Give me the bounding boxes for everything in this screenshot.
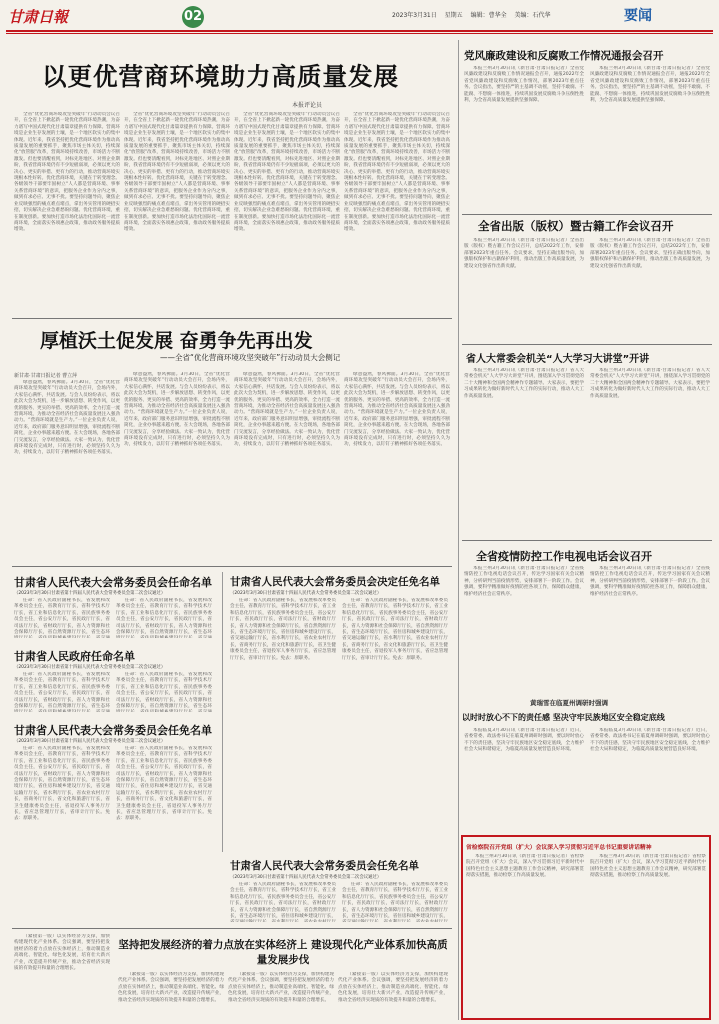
appointment-column bbox=[14, 598, 110, 638]
appointment-headline-1: 甘肃省人民代表大会常务委员会任命名单 bbox=[14, 576, 212, 589]
lead-byline: 本报评论员 bbox=[292, 102, 323, 109]
news3-text: 本报兰州3月30日讯（新甘肃·甘肃日报记者）省人大常委会机关“人大学习大讲堂”开讲，围绕深入学习贯彻党的二十大精神和全国两会精神作专题辅导。大家表示，要把学习成果转化为做好新时代人大工作的实际行动，推动人大工作高质量发展。 bbox=[464, 368, 584, 399]
appointment-text: 任命：省人民政府副秘书长，省发展和改革委员会主任，省教育厅厅长，省科学技术厅厅长，省工业和信息化厅厅长，省民族事务委员会主任，省公安厅厅长，省民政厅厅长，省司法厅厅长，省财政厅厅长，省人力资源和社会保障厅厅长，省自然资源厅厅长，省生态环 bbox=[116, 672, 212, 710]
news6-headline: 省检察院召开党组（扩大）会议深入学习贯彻习近平总书记重要讲话精神 bbox=[466, 845, 652, 851]
appointment-headline-5: 甘肃省人民代表大会常务委员会任免名单 bbox=[230, 860, 419, 872]
news3-text: 本报兰州3月30日讯（新甘肃·甘肃日报记者）省人大常委会机关“人大学习大讲堂”开讲，围绕深入学习贯彻党的二十大精神和全国两会精神作专题辅导。大家表示，要把学习成果转化为做好新时代人大工作的实际行动，推动人大工作高质量发展。 bbox=[590, 368, 710, 399]
news2-headline: 全省出版（版权）暨古籍工作会议召开 bbox=[478, 219, 674, 233]
appointment-headline-4: 甘肃省人民代表大会常务委员会决定任免名单 bbox=[230, 576, 440, 588]
lead-text: 全省“优化营商环境攻坚突破年”行动动员会议召开，在全省上下掀起新一轮优化营商环境热潮，为奋力谱写中国式现代化甘肃篇章提供有力保障。营商环境是企业生存发展的土壤，是一个地区软实力的集中体现。近年来，我省坚持把优化营商环境作为推动高质量发展的重要抓手，聚焦市场主体关切，持续深化“放管服”改革，营商环境持续改善，市场活力不断激发。但也要清醒看到，对标先进地区、对照企业期盼，我省营商环境仍有不少短板弱项，必须以更大的决心、更实的举措、更有力的行动，推动营商环境实现根本性好转。优化营商环境，关键在于转变理念。各级领导干部要牢固树立“人人都是营商环境、事事关系营商环境”的意识，把服务企业作为分内之事，做到有求必应、无事不扰。要坚持问题导向，聚焦企业反映强烈的痛点难点堵点，拿出务实管用的硬招实招，切实解决企业急难愁盼问题。优化营商环境，重在制度创新。要加快打造市场化法治化国际化一流营商环境，全面落实各项惠企政策，推动政务服务提质增效。 bbox=[14, 112, 120, 233]
second-column-3 bbox=[234, 372, 340, 560]
news6-text: 本报兰州3月30日讯（新甘肃·甘肃日报记者）省检察院召开党组（扩大）会议，深入学习贯彻习近平新时代中国特色社会主义思想主题教育工作会议精神，研究部署贯彻落实措施，推动检察工作高质量发展。 bbox=[466, 854, 584, 879]
second-byline: 新甘肃·甘肃日报记者 曹立萍 bbox=[14, 373, 78, 379]
appointment-text: 任命：省人民政府副秘书长，省发展和改革委员会主任，省教育厅厅长，省科学技术厅厅长，省工业和信息化厅厅长，省民族事务委员会主任，省公安厅厅长，省民政厅厅长，省司法厅厅长，省财政厅厅长，省人力资源和社会保障厅厅长，省自然资源厅厅长，省生态环境厅厅长，省住房和城乡建设厅厅长，省交通运输厅厅长，省水利厅厅长，省农业农村厅厅长，省商务厅厅长，省文化和旅游厅厅长，省卫生健康委员会主任，省退役军人事务厅厅长，省应急管理厅厅长，省审计厅厅长。免去：原职务。 bbox=[342, 598, 448, 661]
divider bbox=[12, 928, 452, 929]
news5-text: 本报临夏3月30日讯（新甘肃·甘肃日报记者）近日，省委常委、政法委书记在临夏州调研时强调，要以时时放心不下的责任感，坚决守牢民族地区安全稳定底线，全力维护社会大局和谐稳定，为临夏高质量发展营造良好环境。 bbox=[464, 728, 584, 753]
second-text: 绿意盎然，春风拂面。3月30日，全省“优化营商环境攻坚突破年”行动动员大会召开，会场内外，大家信心满怀，共话发展。与会人员纷纷表示，将以此次大会为契机，进一步解放思想、转变作风，以更优的服务、更实的举措、更高的效率，全力打造一流营商环境，为推动全省经济社会高质量发展注入强劲动力。“营商环境就是生产力。”一位企业负责人说，近年来，政府部门服务意识明显增强，审批流程不断简化，企业办事越来越方便。在大会现场，各地各部门交流发言，分享经验做法。大家一致认为，优化营商环境没有完成时，只有进行时，必须坚持久久为功，持续发力，以钉钉子精神抓好各项任务落实。 bbox=[124, 372, 230, 448]
news3-headline: 省人大常委会机关“人大学习大讲堂”开讲 bbox=[466, 354, 650, 365]
bottom-text: （紧接第一版）以实体经济为支撑，加快构建现代化产业体系。会议强调，要坚持把发展经济的着力点放在实体经济上，推动制造业高端化、智能化、绿色化发展，培育壮大新兴产业，改造提升传统产业，推动全省经济实现质的有效提升和量的合理增长。 bbox=[338, 972, 448, 1003]
appointment-note-1: （2023年3月30日甘肃省第十四届人民代表大会常务委员会第二次会议通过） bbox=[14, 591, 166, 596]
appointment-text: 任命：省人民政府副秘书长，省发展和改革委员会主任，省教育厅厅长，省科学技术厅厅长，省工业和信息化厅厅长，省民族事务委员会主任，省公安厅厅长，省民政厅厅长，省司法厅厅长，省财政厅厅长，省人力资源和社会保障厅厅长，省自然资源厅厅长，省生态环 bbox=[14, 598, 110, 636]
bottom-side-text: （紧接第一版）以实体经济为支撑，加快构建现代化产业体系。会议强调，要坚持把发展经济的着力点放在实体经济上，推动制造业高端化、智能化、绿色化发展，培育壮大新兴产业，改造提升传统产业，推动全省经济实现质的有效提升和量的合理增长。 bbox=[14, 934, 110, 972]
second-text: 绿意盎然，春风拂面。3月30日，全省“优化营商环境攻坚突破年”行动动员大会召开，会场内外，大家信心满怀，共话发展。与会人员纷纷表示，将以此次大会为契机，进一步解放思想、转变作风，以更优的服务、更实的举措、更高的效率，全力打造一流营商环境，为推动全省经济社会高质量发展注入强劲动力。“营商环境就是生产力。”一位企业负责人说，近年来，政府部门服务意识明显增强，审批流程不断简化，企业办事越来越方便。在大会现场，各地各部门交流发言，分享经验做法。大家一致认为，优化营商环境没有完成时，只有进行时，必须坚持久久为功，持续发力，以钉钉子精神抓好各项任务落实。 bbox=[234, 372, 340, 448]
appointment-note-4: （2023年3月30日甘肃省第十四届人民代表大会常务委员会第二次会议通过） bbox=[230, 591, 382, 596]
header-info bbox=[392, 10, 557, 19]
news1-headline: 党风廉政建设和反腐败工作情况通报会召开 bbox=[464, 50, 664, 62]
lead-text: 全省“优化营商环境攻坚突破年”行动动员会议召开，在全省上下掀起新一轮优化营商环境热潮，为奋力谱写中国式现代化甘肃篇章提供有力保障。营商环境是企业生存发展的土壤，是一个地区软实力的集中体现。近年来，我省坚持把优化营商环境作为推动高质量发展的重要抓手，聚焦市场主体关切，持续深化“放管服”改革，营商环境持续改善，市场活力不断激发。但也要清醒看到，对标先进地区、对照企业期盼，我省营商环境仍有不少短板弱项，必须以更大的决心、更实的举措、更有力的行动，推动营商环境实现根本性好转。优化营商环境，关键在于转变理念。各级领导干部要牢固树立“人人都是营商环境、事事关系营商环境”的意识，把服务企业作为分内之事，做到有求必应、无事不扰。要坚持问题导向，聚焦企业反映强烈的痛点难点堵点，拿出务实管用的硬招实招，切实解决企业急难愁盼问题。优化营商环境，重在制度创新。要加快打造市场化法治化国际化一流营商环境，全面落实各项惠企政策，推动政务服务提质增效。 bbox=[344, 112, 450, 233]
appointment-column bbox=[230, 598, 336, 850]
news4-text: 本报兰州3月30日讯（新甘肃·甘肃日报记者）全省疫情防控工作电视电话会议召开，传达学习国家有关会议精神，分析研判当前疫情形势，安排部署下一阶段工作。会议强调，要科学精准做好疫情防控各项工作，保障群众健康，维护经济社会正常秩序。 bbox=[464, 566, 584, 597]
news5-column bbox=[590, 728, 710, 830]
appointment-text: 任命：省人民政府副秘书长，省发展和改革委员会主任，省教育厅厅长，省科学技术厅厅长，省工业和信息化厅厅长，省民族事务委员会主任，省公安厅厅长，省民政厅厅长，省司法厅厅长，省财政厅厅长，省人力资源和社会保障厅厅长，省自然资源厅厅长，省生态环境厅厅长，省住房和城乡建设厅厅长，省交通运输厅厅长，省水利厅厅长，省农业农村厅厅长，省商务厅厅长，省文化和旅游厅厅长，省卫生健康委员会主任，省退役军人事务厅厅长，省应急管理厅厅长，省审计厅厅长。免去：原职务。 bbox=[14, 746, 110, 822]
page-number-badge: 02 bbox=[182, 6, 204, 28]
lead-text: 全省“优化营商环境攻坚突破年”行动动员会议召开，在全省上下掀起新一轮优化营商环境热潮，为奋力谱写中国式现代化甘肃篇章提供有力保障。营商环境是企业生存发展的土壤，是一个地区软实力的集中体现。近年来，我省坚持把优化营商环境作为推动高质量发展的重要抓手，聚焦市场主体关切，持续深化“放管服”改革，营商环境持续改善，市场活力不断激发。但也要清醒看到，对标先进地区、对照企业期盼，我省营商环境仍有不少短板弱项，必须以更大的决心、更实的举措、更有力的行动，推动营商环境实现根本性好转。优化营商环境，关键在于转变理念。各级领导干部要牢固树立“人人都是营商环境、事事关系营商环境”的意识，把服务企业作为分内之事，做到有求必应、无事不扰。要坚持问题导向，聚焦企业反映强烈的痛点难点堵点，拿出务实管用的硬招实招，切实解决企业急难愁盼问题。优化营商环境，重在制度创新。要加快打造市场化法治化国际化一流营商环境，全面落实各项惠企政策，推动政务服务提质增效。 bbox=[234, 112, 340, 233]
designer-credit: 美编：石代华 bbox=[514, 12, 551, 19]
lead-column-2 bbox=[124, 112, 230, 312]
appointment-note-3: （2023年3月30日甘肃省第十四届人民代表大会常务委员会第二次会议通过） bbox=[14, 739, 166, 744]
appointment-column bbox=[230, 882, 336, 922]
bottom-column bbox=[338, 972, 448, 1020]
issue-weekday: 星期五 bbox=[444, 12, 463, 19]
issue-date: 2023年3月31日 bbox=[392, 12, 437, 19]
masthead-logo: 甘肃日報 bbox=[8, 8, 69, 26]
news2-text: 本报兰州3月30日讯（新甘肃·甘肃日报记者）全省出版（版权）暨古籍工作会议召开，总结2022年工作，安排部署2023年重点任务。会议要求，坚持正确出版导向，加强版权保护和古籍保护利用，推动出版工作高质量发展，为建设文化强省作出新贡献。 bbox=[590, 238, 710, 269]
second-column-1 bbox=[14, 380, 120, 560]
appointment-column bbox=[116, 746, 212, 850]
second-column-2 bbox=[124, 372, 230, 560]
news6-text: 本报兰州3月30日讯（新甘肃·甘肃日报记者）省检察院召开党组（扩大）会议，深入学习贯彻习近平新时代中国特色社会主义思想主题教育工作会议精神，研究部署贯彻落实措施，推动检察工作高质量发展。 bbox=[590, 854, 706, 879]
bottom-column bbox=[228, 972, 334, 1020]
divider bbox=[458, 40, 459, 1020]
news1-column bbox=[590, 66, 710, 210]
news5-headline: 以时时放心不下的责任感 坚决守牢民族地区安全稳定底线 bbox=[462, 713, 665, 722]
second-headline: 厚植沃土促发展 奋勇争先再出发 bbox=[40, 330, 313, 352]
news4-text: 本报兰州3月30日讯（新甘肃·甘肃日报记者）全省疫情防控工作电视电话会议召开，传达学习国家有关会议精神，分析研判当前疫情形势，安排部署下一阶段工作。会议强调，要科学精准做好疫情防控各项工作，保障群众健康，维护经济社会正常秩序。 bbox=[590, 566, 710, 597]
news6-column bbox=[466, 854, 584, 1014]
news5-text: 本报临夏3月30日讯（新甘肃·甘肃日报记者）近日，省委常委、政法委书记在临夏州调研时强调，要以时时放心不下的责任感，坚决守牢民族地区安全稳定底线，全力维护社会大局和谐稳定，为临夏高质量发展营造良好环境。 bbox=[590, 728, 710, 753]
appointment-text: 任命：省人民政府副秘书长，省发展和改革委员会主任，省教育厅厅长，省科学技术厅厅长，省工业和信息化厅厅长，省民族事务委员会主任，省公安厅厅长，省民政厅厅长，省司法厅厅长，省财政厅厅长，省人力资源和社会保障厅厅长，省自然资源厅厅长，省生态环境厅厅长，省住房和城乡建设厅厅长， bbox=[342, 882, 448, 920]
news1-column bbox=[464, 66, 584, 210]
appointment-note-5: （2023年3月30日甘肃省第十四届人民代表大会常务委员会第二次会议通过） bbox=[230, 875, 382, 880]
appointment-headline-3: 甘肃省人民代表大会常务委员会任免名单 bbox=[14, 724, 212, 737]
divider bbox=[12, 318, 452, 319]
news2-column bbox=[590, 238, 710, 340]
lead-headline: 以更优营商环境助力高质量发展 bbox=[42, 62, 399, 91]
appointment-text: 任命：省人民政府副秘书长，省发展和改革委员会主任，省教育厅厅长，省科学技术厅厅长，省工业和信息化厅厅长，省民族事务委员会主任，省公安厅厅长，省民政厅厅长，省司法厅厅长，省财政厅厅长，省人力资源和社会保障厅厅长，省自然资源厅厅长，省生态环境厅厅长，省住房和城乡建设厅厅长，省交通运输厅厅长，省水利厅厅长，省农业农村厅厅长，省商务厅厅长，省文化和旅游厅厅长，省卫生健康委员会主任，省退役军人事务厅厅长，省应急管理厅厅长，省审计厅厅长。免去：原职务。 bbox=[116, 746, 212, 822]
section-label: 要闻 bbox=[624, 8, 652, 24]
appointment-column bbox=[116, 672, 212, 712]
news2-column bbox=[464, 238, 584, 340]
appointment-column bbox=[116, 598, 212, 638]
divider bbox=[462, 540, 712, 541]
bottom-side-column bbox=[14, 934, 110, 1020]
appointment-column bbox=[14, 672, 110, 712]
news3-column bbox=[464, 368, 584, 536]
appointment-text: 任命：省人民政府副秘书长，省发展和改革委员会主任，省教育厅厅长，省科学技术厅厅长，省工业和信息化厅厅长，省民族事务委员会主任，省公安厅厅长，省民政厅厅长，省司法厅厅长，省财政厅厅长，省人力资源和社会保障厅厅长，省自然资源厅厅长，省生态环境厅厅长，省住房和城乡建设厅厅长，省交通运输厅厅长，省水利厅厅长，省农业农村厅厅长，省商务厅厅长，省文化和旅游厅厅长，省卫生健康委员会主任，省退役军人事务厅厅长，省应急管理厅厅长，省审计厅厅长。免去：原职务。 bbox=[230, 598, 336, 661]
divider bbox=[222, 572, 223, 852]
bottom-column bbox=[118, 972, 224, 1020]
news4-column bbox=[590, 566, 710, 686]
news3-column bbox=[590, 368, 710, 536]
news5-tag: 黄瑞雪在临夏州调研时强调 bbox=[530, 699, 608, 707]
bottom-text: （紧接第一版）以实体经济为支撑，加快构建现代化产业体系。会议强调，要坚持把发展经济的着力点放在实体经济上，推动制造业高端化、智能化、绿色化发展，培育壮大新兴产业，改造提升传统产业，推动全省经济实现质的有效提升和量的合理增长。 bbox=[118, 972, 224, 1003]
bottom-headline: 坚持把发展经济的着力点放在实体经济上 建设现代化产业体系加快高质量发展步伐 bbox=[118, 939, 448, 966]
news6-column bbox=[590, 854, 706, 1014]
divider bbox=[12, 566, 452, 567]
second-subtitle: ——全省“优化营商环境攻坚突破年”行动动员大会侧记 bbox=[160, 353, 341, 362]
divider bbox=[462, 344, 712, 345]
lead-column-3 bbox=[234, 112, 340, 312]
second-text: 绿意盎然，春风拂面。3月30日，全省“优化营商环境攻坚突破年”行动动员大会召开，会场内外，大家信心满怀，共话发展。与会人员纷纷表示，将以此次大会为契机，进一步解放思想、转变作风，以更优的服务、更实的举措、更高的效率，全力打造一流营商环境，为推动全省经济社会高质量发展注入强劲动力。“营商环境就是生产力。”一位企业负责人说，近年来，政府部门服务意识明显增强，审批流程不断简化，企业办事越来越方便。在大会现场，各地各部门交流发言，分享经验做法。大家一致认为，优化营商环境没有完成时，只有进行时，必须坚持久久为功，持续发力，以钉钉子精神抓好各项任务落实。 bbox=[344, 372, 450, 448]
appointment-column bbox=[342, 882, 448, 922]
news1-text: 本报兰州3月30日讯（新甘肃·甘肃日报记者）全省党风廉政建设和反腐败工作情况通报会召开，通报2022年全省党风廉政建设和反腐败工作情况，部署2023年重点任务。会议指出，要坚持严的主基调不动摇，坚持不敢腐、不能腐、不想腐一体推进，持续巩固发展反腐败斗争压倒性胜利，为全省高质量发展提供坚强保障。 bbox=[590, 66, 710, 104]
news2-text: 本报兰州3月30日讯（新甘肃·甘肃日报记者）全省出版（版权）暨古籍工作会议召开，总结2022年工作，安排部署2023年重点任务。会议要求，坚持正确出版导向，加强版权保护和古籍保护利用，推动出版工作高质量发展，为建设文化强省作出新贡献。 bbox=[464, 238, 584, 269]
divider bbox=[462, 214, 712, 215]
bottom-text: （紧接第一版）以实体经济为支撑，加快构建现代化产业体系。会议强调，要坚持把发展经济的着力点放在实体经济上，推动制造业高端化、智能化、绿色化发展，培育壮大新兴产业，改造提升传统产业，推动全省经济实现质的有效提升和量的合理增长。 bbox=[228, 972, 334, 1003]
appointment-text: 任命：省人民政府副秘书长，省发展和改革委员会主任，省教育厅厅长，省科学技术厅厅长，省工业和信息化厅厅长，省民族事务委员会主任，省公安厅厅长，省民政厅厅长，省司法厅厅长，省财政厅厅长，省人力资源和社会保障厅厅长，省自然资源厅厅长，省生态环 bbox=[14, 672, 110, 710]
lead-text: 全省“优化营商环境攻坚突破年”行动动员会议召开，在全省上下掀起新一轮优化营商环境热潮，为奋力谱写中国式现代化甘肃篇章提供有力保障。营商环境是企业生存发展的土壤，是一个地区软实力的集中体现。近年来，我省坚持把优化营商环境作为推动高质量发展的重要抓手，聚焦市场主体关切，持续深化“放管服”改革，营商环境持续改善，市场活力不断激发。但也要清醒看到，对标先进地区、对照企业期盼，我省营商环境仍有不少短板弱项，必须以更大的决心、更实的举措、更有力的行动，推动营商环境实现根本性好转。优化营商环境，关键在于转变理念。各级领导干部要牢固树立“人人都是营商环境、事事关系营商环境”的意识，把服务企业作为分内之事，做到有求必应、无事不扰。要坚持问题导向，聚焦企业反映强烈的痛点难点堵点，拿出务实管用的硬招实招，切实解决企业急难愁盼问题。优化营商环境，重在制度创新。要加快打造市场化法治化国际化一流营商环境，全面落实各项惠企政策，推动政务服务提质增效。 bbox=[124, 112, 230, 233]
appointment-column bbox=[342, 598, 448, 850]
editor-credit: 编辑：曹华全 bbox=[470, 12, 507, 19]
appointment-column bbox=[14, 746, 110, 850]
appointment-text: 任命：省人民政府副秘书长，省发展和改革委员会主任，省教育厅厅长，省科学技术厅厅长，省工业和信息化厅厅长，省民族事务委员会主任，省公安厅厅长，省民政厅厅长，省司法厅厅长，省财政厅厅长，省人力资源和社会保障厅厅长，省自然资源厅厅长，省生态环 bbox=[116, 598, 212, 636]
second-text: 绿意盎然，春风拂面。3月30日，全省“优化营商环境攻坚突破年”行动动员大会召开，会场内外，大家信心满怀，共话发展。与会人员纷纷表示，将以此次大会为契机，进一步解放思想、转变作风，以更优的服务、更实的举措、更高的效率，全力打造一流营商环境，为推动全省经济社会高质量发展注入强劲动力。“营商环境就是生产力。”一位企业负责人说，近年来，政府部门服务意识明显增强，审批流程不断简化，企业办事越来越方便。在大会现场，各地各部门交流发言，分享经验做法。大家一致认为，优化营商环境没有完成时，只有进行时，必须坚持久久为功，持续发力，以钉钉子精神抓好各项任务落实。 bbox=[14, 380, 120, 456]
appointment-text: 任命：省人民政府副秘书长，省发展和改革委员会主任，省教育厅厅长，省科学技术厅厅长，省工业和信息化厅厅长，省民族事务委员会主任，省公安厅厅长，省民政厅厅长，省司法厅厅长，省财政厅厅长，省人力资源和社会保障厅厅长，省自然资源厅厅长，省生态环境厅厅长，省住房和城乡建设厅厅长， bbox=[230, 882, 336, 920]
appointment-note-2: （2023年3月30日甘肃省第十四届人民代表大会常务委员会第二次会议通过） bbox=[14, 665, 166, 670]
header-rule-thin bbox=[6, 33, 713, 34]
lead-column-1 bbox=[14, 112, 120, 312]
news5-column bbox=[464, 728, 584, 830]
appointment-headline-2: 甘肃省人民政府任命名单 bbox=[14, 650, 135, 663]
header-rule bbox=[6, 30, 713, 32]
news4-headline: 全省疫情防控工作电视电话会议召开 bbox=[476, 550, 652, 563]
lead-column-4 bbox=[344, 112, 450, 312]
second-column-4 bbox=[344, 372, 450, 560]
news4-column bbox=[464, 566, 584, 686]
news1-text: 本报兰州3月30日讯（新甘肃·甘肃日报记者）全省党风廉政建设和反腐败工作情况通报会召开，通报2022年全省党风廉政建设和反腐败工作情况，部署2023年重点任务。会议指出，要坚持严的主基调不动摇，坚持不敢腐、不能腐、不想腐一体推进，持续巩固发展反腐败斗争压倒性胜利，为全省高质量发展提供坚强保障。 bbox=[464, 66, 584, 104]
